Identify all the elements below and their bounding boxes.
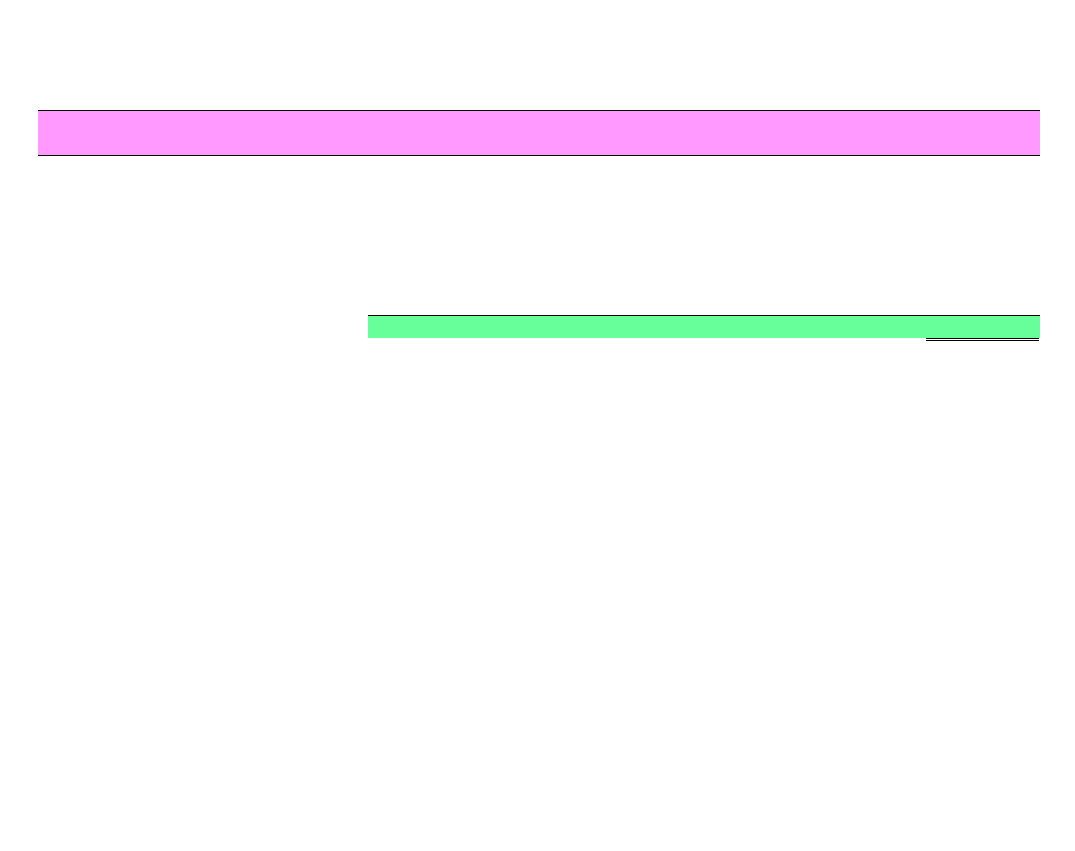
column-header-band bbox=[38, 110, 1040, 156]
total-revenues-band bbox=[368, 315, 1040, 338]
report-titles bbox=[0, 13, 1075, 81]
org-title bbox=[0, 13, 1075, 36]
total-double-underline bbox=[926, 338, 1039, 341]
county-title bbox=[0, 36, 1075, 59]
statement-title bbox=[0, 58, 1075, 81]
